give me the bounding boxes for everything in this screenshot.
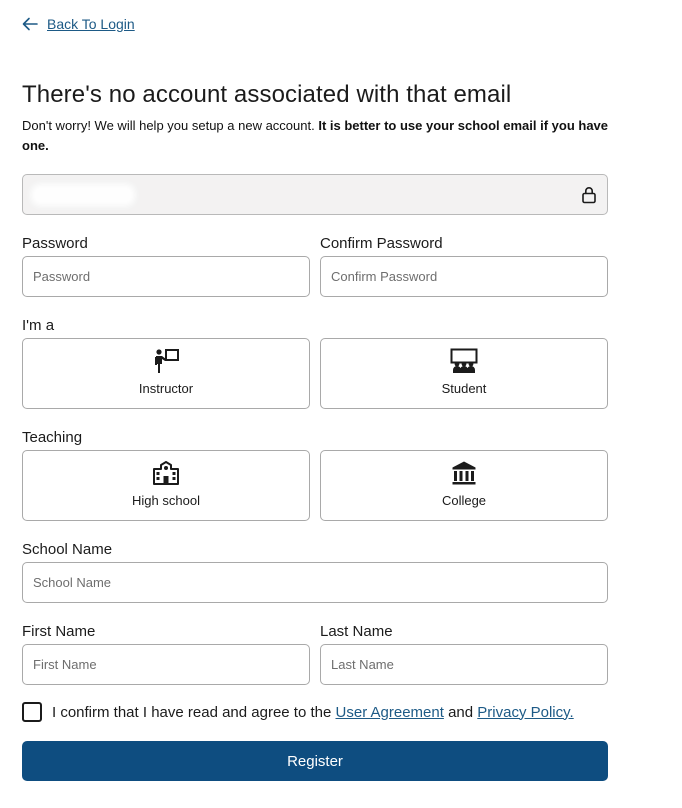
password-input[interactable] <box>22 256 310 297</box>
user-agreement-link[interactable]: User Agreement <box>335 703 444 721</box>
role-option-label: Student <box>441 381 487 396</box>
lock-icon <box>581 186 597 204</box>
instructor-icon <box>152 348 180 374</box>
school-name-input[interactable] <box>22 562 608 603</box>
back-to-login-link[interactable] <box>22 16 135 32</box>
back-to-login-label[interactable]: Back To Login <box>47 16 135 32</box>
role-option-instructor[interactable] <box>22 338 310 409</box>
agreement-prefix: I confirm that I have read and agree to the <box>52 703 336 721</box>
teaching-option-label: High school <box>132 493 200 508</box>
school-building-icon <box>152 460 180 486</box>
page-title: There's no account associated with that email <box>22 81 512 108</box>
teaching-label: Teaching <box>22 429 83 446</box>
role-option-student[interactable] <box>320 338 608 409</box>
first-name-label: First Name <box>22 623 96 640</box>
subtitle-bold: It is better to use your school email if you have one. <box>22 118 609 153</box>
password-label: Password <box>22 235 88 252</box>
first-name-input[interactable] <box>22 644 310 685</box>
teaching-option-label: College <box>441 493 487 508</box>
confirm-password-label: Confirm Password <box>320 235 443 252</box>
subtitle-normal: Don't worry! We will help you setup a new account. <box>22 118 319 133</box>
agreement-checkbox[interactable] <box>22 702 42 722</box>
privacy-policy-link[interactable]: Privacy Policy. <box>477 703 574 721</box>
role-label: I'm a <box>22 317 55 334</box>
agreement-text <box>52 704 574 721</box>
agreement-and: and <box>443 703 478 721</box>
teaching-option-college[interactable] <box>320 450 608 521</box>
confirm-password-input[interactable] <box>320 256 608 297</box>
page-subtitle <box>22 116 612 156</box>
last-name-input[interactable] <box>320 644 608 685</box>
role-option-label: Instructor <box>138 381 194 396</box>
redacted-email-value <box>31 184 135 206</box>
teaching-option-high-school[interactable] <box>22 450 310 521</box>
arrow-left-icon <box>22 17 38 31</box>
last-name-label: Last Name <box>320 623 393 640</box>
student-icon <box>450 348 478 374</box>
college-icon <box>450 460 478 486</box>
email-field <box>22 174 608 215</box>
school-name-label: School Name <box>22 541 113 558</box>
agreement-row <box>22 702 574 722</box>
register-button[interactable]: Register <box>22 741 608 781</box>
